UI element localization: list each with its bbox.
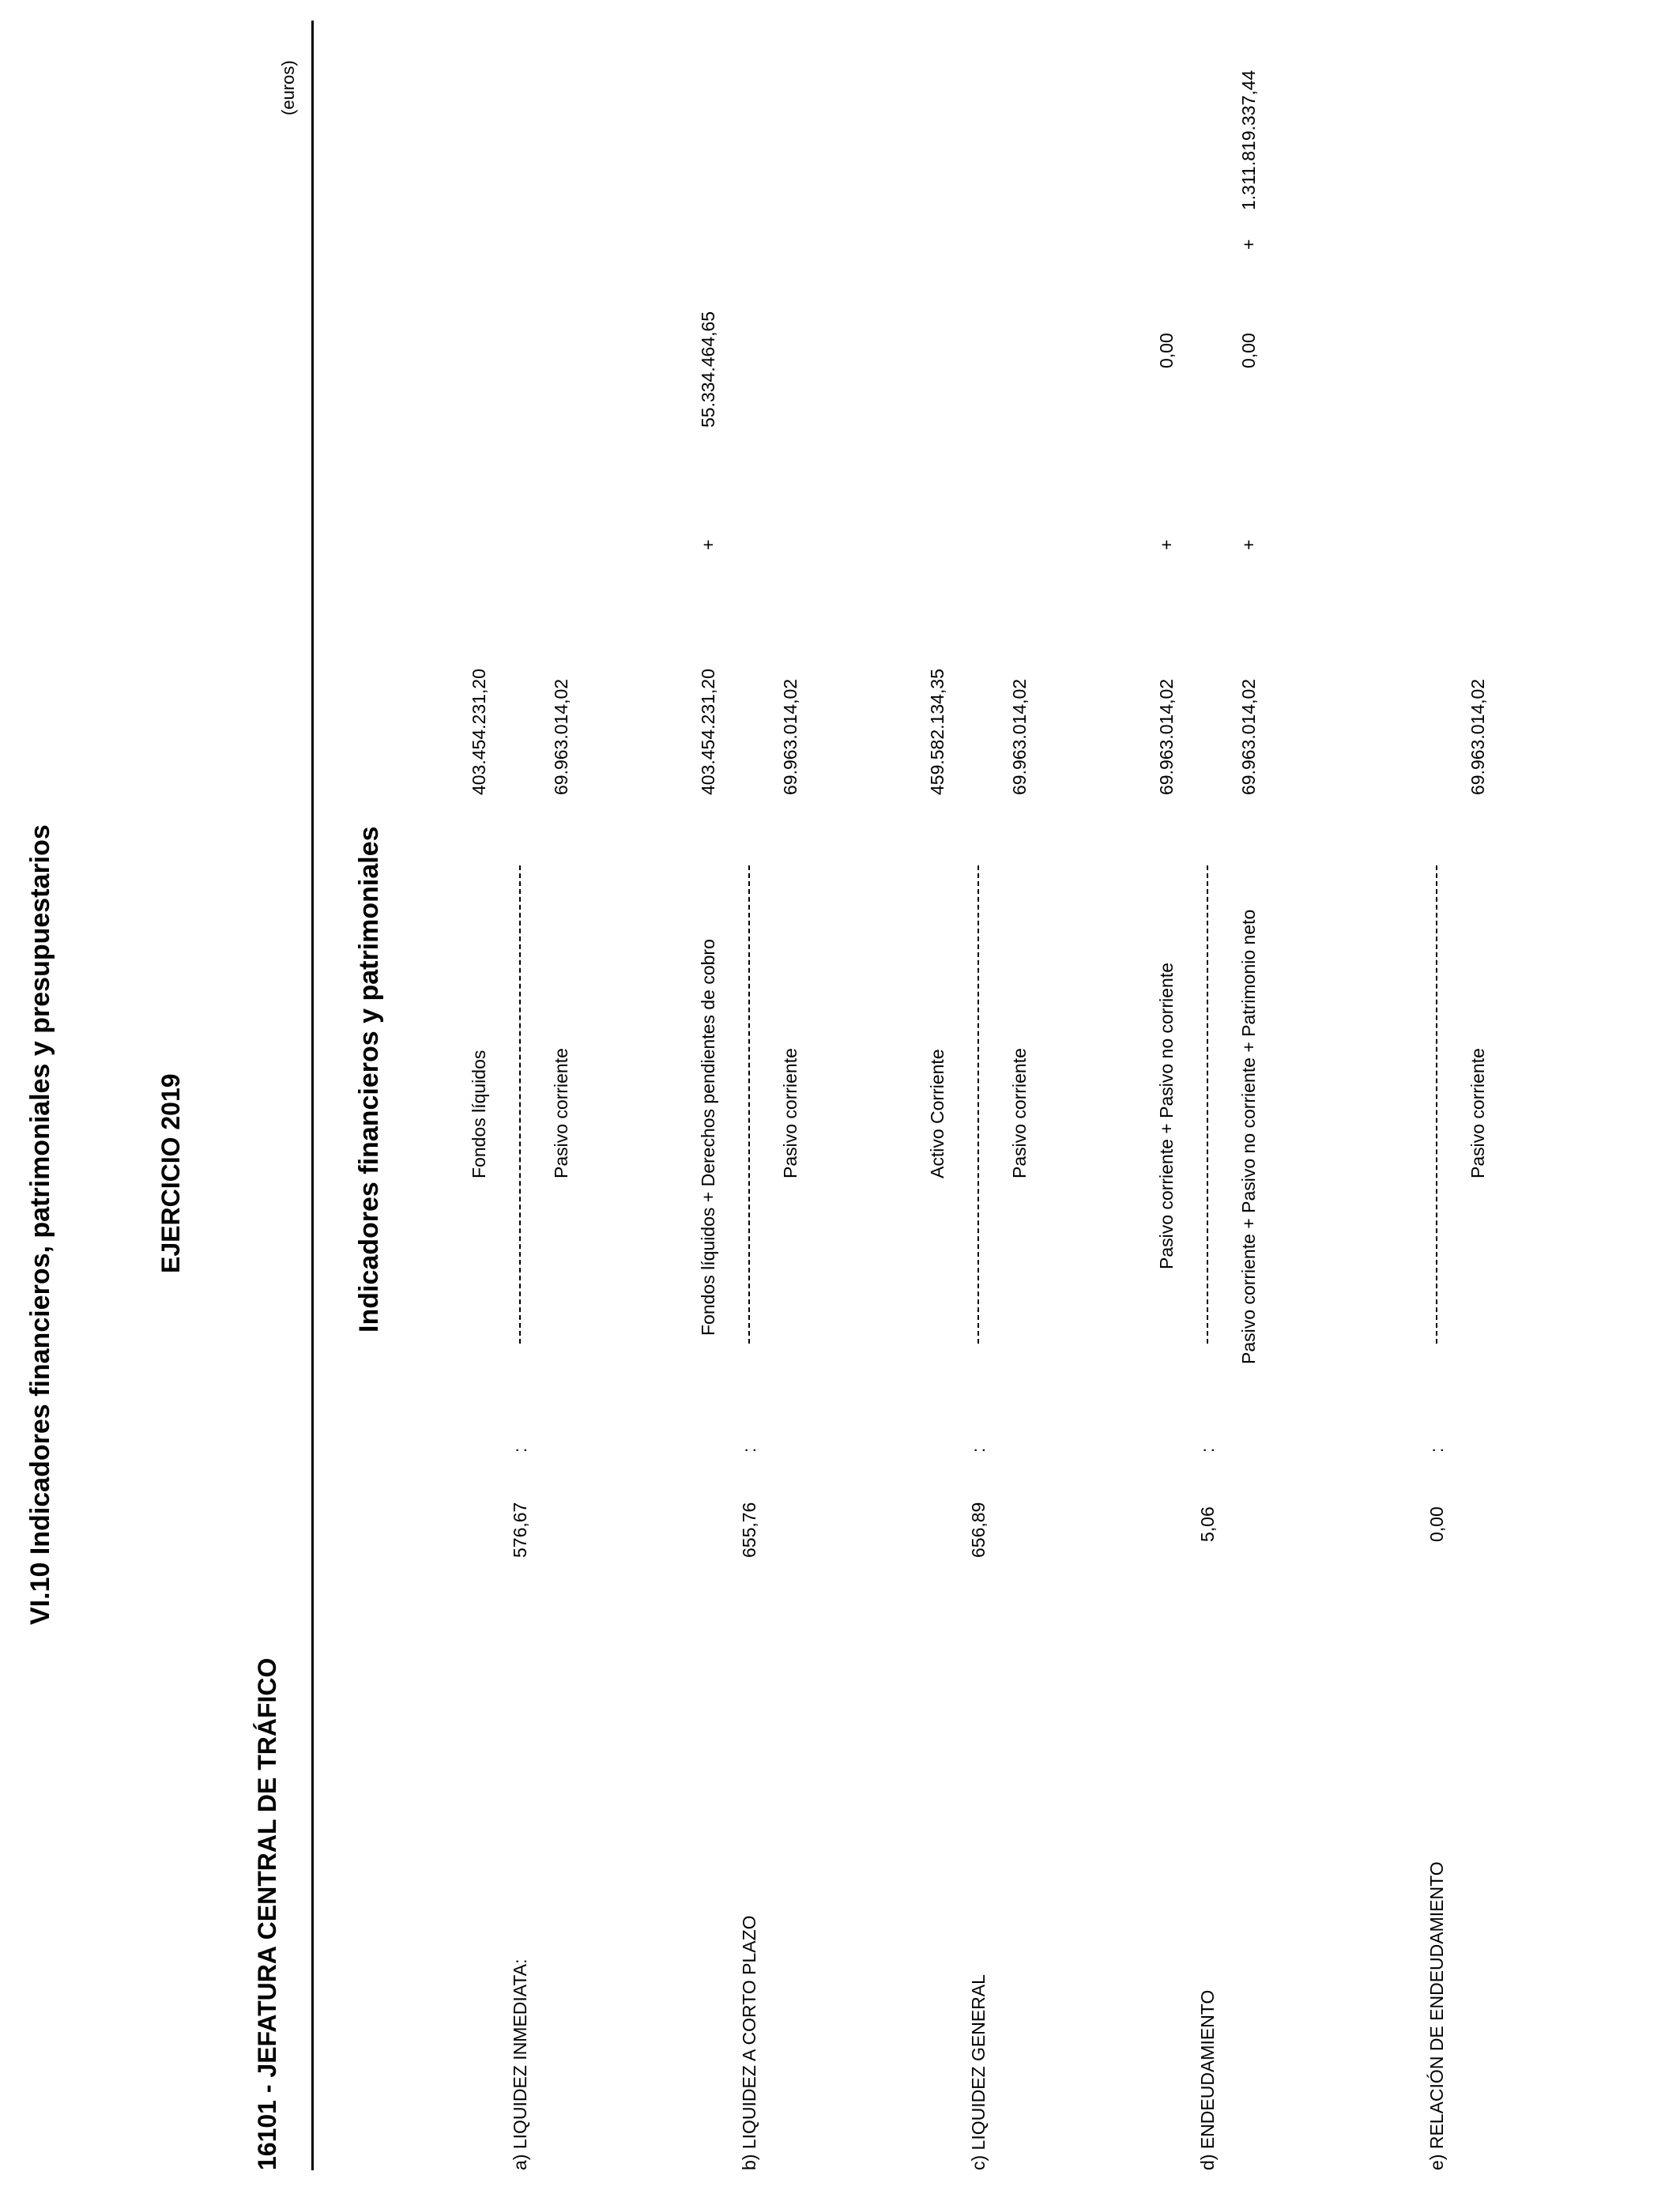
numerator-amount: 403.454.231,20	[698, 669, 718, 795]
indicator-value: 5,06	[1197, 1506, 1218, 1542]
numerator-plus: +	[698, 539, 718, 550]
indicator-row	[462, 0, 589, 2194]
indicator-label: c) LIQUIDEZ GENERAL	[968, 1974, 989, 2170]
header-divider-line	[311, 21, 314, 2170]
indicator-label: a) LIQUIDEZ INMEDIATA:	[510, 1958, 530, 2170]
indicator-row	[1379, 0, 1505, 2194]
numerator-amount-2: 55.334.464,65	[698, 311, 718, 428]
denominator-amount: 69.963.014,02	[1009, 678, 1030, 795]
exercise-heading: EJERCICIO 2019	[156, 1073, 185, 1273]
fraction-denominator: Pasivo corriente	[1467, 1048, 1488, 1178]
fraction-line	[977, 865, 979, 1344]
numerator-amount: 459.582.134,35	[927, 669, 947, 795]
fraction-numerator: Pasivo corriente + Pasivo no corriente	[1156, 962, 1177, 1269]
fraction-line	[519, 865, 521, 1344]
indicator-label: d) ENDEUDAMIENTO	[1197, 1989, 1218, 2170]
indicator-label: b) LIQUIDEZ A CORTO PLAZO	[739, 1915, 759, 2170]
fraction-numerator: Activo Corriente	[927, 1049, 947, 1178]
fraction-denominator: Pasivo corriente	[551, 1048, 571, 1178]
indicator-value: 0,00	[1426, 1506, 1447, 1542]
section-title: Indicadores financieros y patrimoniales	[354, 826, 384, 1333]
denominator-amount: 69.963.014,02	[780, 678, 800, 795]
fraction-numerator: Fondos líquidos	[469, 1050, 489, 1178]
indicator-row	[1150, 0, 1276, 2194]
numerator-amount: 69.963.014,02	[1156, 678, 1177, 795]
fraction-denominator: Pasivo corriente	[780, 1048, 800, 1178]
denominator-amount-3: 1.311.819.337,44	[1238, 70, 1259, 210]
indicator-value: 655,76	[739, 1502, 759, 1558]
denominator-plus: +	[1238, 539, 1259, 550]
indicator-colon: :	[1197, 1447, 1218, 1453]
denominator-plus-2: +	[1238, 239, 1259, 250]
indicator-value: 576,67	[510, 1502, 530, 1558]
indicator-colon: :	[968, 1447, 989, 1453]
indicator-colon: :	[510, 1447, 530, 1453]
entity-heading: 16101 - JEFATURA CENTRAL DE TRÁFICO	[253, 1657, 281, 2170]
fraction-denominator: Pasivo corriente + Pasivo no corriente + Patrimonio neto	[1238, 909, 1259, 1364]
denominator-amount: 69.963.014,02	[1467, 678, 1488, 795]
currency-note: (euros)	[278, 60, 298, 115]
denominator-amount: 69.963.014,02	[551, 678, 571, 795]
denominator-amount-2: 0,00	[1238, 333, 1259, 368]
numerator-plus: +	[1156, 539, 1177, 550]
fraction-line	[748, 865, 750, 1344]
indicator-row	[691, 0, 818, 2194]
indicator-row	[921, 0, 1047, 2194]
fraction-denominator: Pasivo corriente	[1009, 1048, 1030, 1178]
document-title: VI.10 Indicadores financieros, patrimoniales y presupuestarios	[25, 824, 55, 1625]
indicator-label: e) RELACIÓN DE ENDEUDAMIENTO	[1426, 1861, 1447, 2170]
numerator-amount-2: 0,00	[1156, 333, 1177, 368]
denominator-amount: 69.963.014,02	[1238, 678, 1259, 795]
indicator-colon: :	[739, 1447, 759, 1453]
indicator-colon: :	[1426, 1447, 1447, 1453]
fraction-line	[1436, 865, 1437, 1344]
numerator-amount: 403.454.231,20	[469, 669, 489, 795]
fraction-numerator: Fondos líquidos + Derechos pendientes de cobro	[698, 939, 718, 1336]
fraction-line	[1207, 865, 1208, 1344]
indicator-value: 656,89	[968, 1502, 989, 1558]
